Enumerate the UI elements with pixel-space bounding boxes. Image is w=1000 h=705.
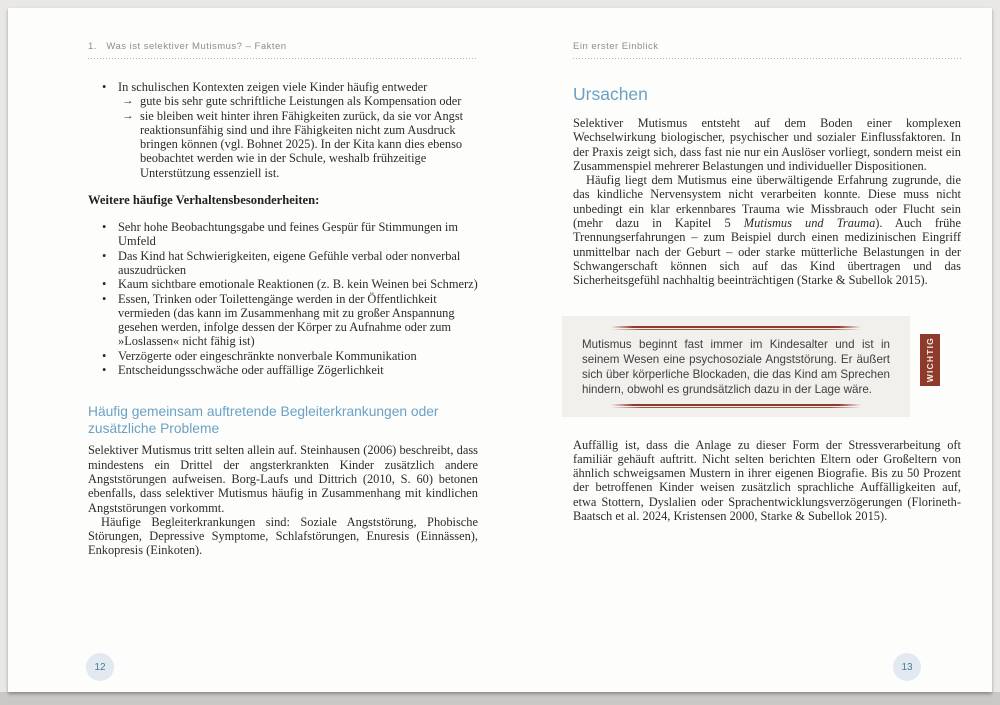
important-callout (562, 316, 935, 404)
subheading-verhaltensbesonderheiten: Weitere häufige Verhaltensbesonderheiten: (88, 193, 320, 208)
right-page (573, 41, 961, 523)
bullet-icon: • (102, 291, 107, 306)
list-item: • Verzögerte oder eingeschränkte nonverbale Kommunikation (102, 348, 417, 363)
list-item: → sie bleiben weit hinter ihren Fähigkeiten zurück, da sie vor Angst reaktionsunfähig sind und ihre Fähigkeiten nicht zum Ausdruck bringen können (vgl. Bohnet 2025). In der Kita kann dies ebenso beobachtet werden wie in der Schule, weshalb frühzeitige Unterstützung essenziell ist. (122, 108, 464, 180)
bullet-list-verhaltensbesonderheiten (88, 220, 478, 377)
left-page (88, 41, 478, 558)
body-paragraph: Häufig liegt dem Mutismus eine überwältigende Erfahrung zugrunde, die das kindliche Nervensystem nicht verarbeiten konnte. Diese muss nicht unbedingt ein klar erkennbares Trauma wie Missbrauch oder Flucht sein (mehr dazu in Kapitel 5 Mutismus und Trauma). Auch frühe Trennungserfahrungen – zum Beispiel durch einen medizinischen Eingriff unmittelbar nach der Geburt – oder starke mütterliche Belastungen in der Schwangerschaft können sich auf das Kind übertragen und das Sicherheitsgefühl nachhaltig beeinträchtigen (Starke & Subellok 2015). (573, 173, 961, 288)
italic-book-reference: Mutismus und Trauma (743, 216, 876, 231)
running-head-right: Ein erster Einblick (573, 41, 659, 52)
bullet-icon: • (102, 248, 107, 263)
bullet-icon: • (102, 80, 107, 94)
page-number-left: 12 (86, 653, 114, 681)
body-paragraph: Auffällig ist, dass die Anlage zu dieser Form der Stressverarbeitung oft familiär gehäuft auftritt. Nicht selten berichten Eltern oder Großeltern von ähnlich schweigsamen Mustern in ihrer eigenen Biografie. Bis zu 50 Prozent der betroffenen Kinder weisen zusätzlich sprachliche Auffälligkeiten auf, etwa Stottern, Dyslalien oder Sprachentwicklungsverzögerungen (Florineth-Baatsch et al. 2024, Kristensen 2000, Starke & Subellok 2015). (573, 437, 961, 524)
bullet-list-school-contexts (88, 80, 478, 180)
book-spread (8, 8, 992, 692)
page-number-right: 13 (893, 653, 921, 681)
important-box (562, 316, 910, 418)
ornament-rule-bottom (611, 404, 861, 408)
wichtig-margin-tab (920, 334, 940, 386)
arrow-icon: → (122, 95, 134, 108)
bullet-icon: • (102, 277, 107, 292)
bullet-icon: • (102, 348, 107, 363)
body-paragraph: Selektiver Mutismus tritt selten allein auf. Steinhausen (2006) beschreibt, dass mindestens ein Drittel der angsterkrankten Kinder zusätzlich andere Angststörungen aufweisen. Borg-Laufs und Dittrich (2010, S. 60) betonen ebenfalls, dass selektiver Mutismus häufig in Zusammenhang mit kindlichen Angststörungen vorkommt. (88, 443, 478, 515)
dotted-rule (88, 58, 478, 60)
arrow-icon: → (122, 109, 134, 122)
bullet-icon: • (102, 363, 107, 378)
list-item: • Kaum sichtbare emotionale Reaktionen (z. B. kein Weinen bei Schmerz) (102, 277, 478, 292)
body-paragraph: Häufige Begleiterkrankungen sind: Soziale Angststörung, Phobische Störungen, Depressive Symptome, Schlafstörungen, Enuresis (Einnässen), Enkopresis (Einkoten). (88, 514, 478, 558)
table-surface (0, 692, 1000, 705)
wichtig-label: WICHTIG (925, 336, 935, 383)
section-heading-begleiterkrankungen: Häufig gemeinsam auftretende Begleiterkrankungen oder zusätzliche Probleme (88, 404, 439, 436)
list-item: • Essen, Trinken oder Toilettengänge werden in der Öffentlichkeit vermieden (das kann im Zusammenhang mit zu großer Anspannung gesehen werden, infolge dessen der Körper zu Aufnahme oder zum »Loslassen« nicht fähig ist) (102, 291, 455, 349)
bullet-icon: • (102, 220, 107, 235)
list-item: • In schulischen Kontexten zeigen viele Kinder häufig entweder (102, 80, 428, 94)
running-head-left: 1. Was ist selektiver Mutismus? – Fakten (88, 41, 287, 52)
section-heading-ursachen: Ursachen (573, 84, 648, 104)
dotted-rule (573, 58, 961, 60)
list-item: → gute bis sehr gute schriftliche Leistungen als Kompensation oder (122, 94, 462, 109)
body-paragraph: Selektiver Mutismus entsteht auf dem Boden einer komplexen Wechselwirkung biologischer, psychischer und sozialer Einflussfaktoren. In der Praxis zeigt sich, dass fast nie nur ein Auslöser vorliegt, sondern meist ein Zusammenspiel mehrerer Belastungen und individueller Dispositionen. (573, 116, 961, 173)
list-item: • Sehr hohe Beobachtungsgabe und feines Gespür für Stimmungen im Umfeld (102, 220, 458, 249)
ornament-rule-top (611, 326, 861, 330)
list-item: • Das Kind hat Schwierigkeiten, eigene Gefühle verbal oder nonverbal auszudrücken (102, 248, 461, 277)
important-box-text: Mutismus beginnt fast immer im Kindesalter und ist in seinem Wesen eine psychosoziale Angststörung. Er äußert sich über körperliche Blockaden, die das Kind am Sprechen hindern, obwohl es grundsätzlich dazu in der Lage wäre. (582, 337, 890, 397)
list-item: • Entscheidungsschwäche oder auffällige Zögerlichkeit (102, 363, 384, 378)
